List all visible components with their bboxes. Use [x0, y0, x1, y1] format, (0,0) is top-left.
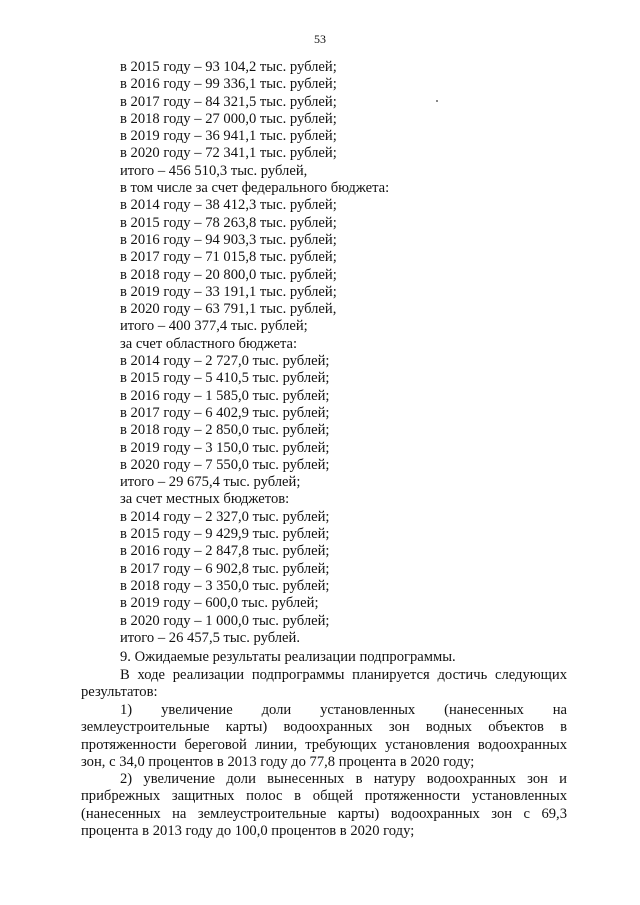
- intro-paragraph-text: В ходе реализации подпрограммы планируется достичь следующих результатов:: [81, 667, 567, 701]
- funding-line: в 2017 году – 6 902,8 тыс. рублей;: [120, 560, 330, 577]
- funding-line: в 2019 году – 600,0 тыс. рублей;: [120, 595, 319, 612]
- result-item-2-text: 2) увеличение доли вынесенных в натуру водоохранных зон и прибрежных защитных полос в общей протяженности установленных (нанесенных на землеустроительные карты) водоохранных зон с 69,3 процента в 2013 году до 100,0 процентов в 2020 году;: [81, 771, 567, 839]
- funding-line: в 2020 году – 7 550,0 тыс. рублей;: [120, 456, 330, 473]
- funding-line: в 2020 году – 72 341,1 тыс. рублей;: [120, 145, 337, 162]
- funding-line: в 2018 году – 20 800,0 тыс. рублей;: [120, 266, 337, 283]
- funding-line: в 2017 году – 6 402,9 тыс. рублей;: [120, 404, 330, 421]
- scan-speck: [436, 100, 438, 102]
- section-heading: 9. Ожидаемые результаты реализации подпрограммы.: [120, 649, 456, 665]
- funding-line: за счет местных бюджетов:: [120, 491, 290, 508]
- result-item-1: [81, 702, 567, 771]
- funding-line: в 2016 году – 1 585,0 тыс. рублей;: [120, 387, 330, 404]
- funding-line: в 2014 году – 38 412,3 тыс. рублей;: [120, 197, 337, 214]
- result-item-1-text: увеличение доли установленных (нанесенных на землеустроительные карты) водоохранных зон водных объектов в протяженности береговой линии, требующих установления водоохранных зон, с 34,0 процентов в 2013 году до 77,8 процента в 2020 году;: [81, 702, 567, 770]
- intro-paragraph: [81, 667, 567, 702]
- page-number: 53: [314, 32, 326, 46]
- funding-line: в 2018 году – 27 000,0 тыс. рублей;: [120, 110, 337, 127]
- funding-line: в 2020 году – 1 000,0 тыс. рублей;: [120, 612, 330, 629]
- funding-line: в 2015 году – 9 429,9 тыс. рублей;: [120, 526, 330, 543]
- funding-line: за счет областного бюджета:: [120, 335, 298, 352]
- funding-line: в 2018 году – 2 850,0 тыс. рублей;: [120, 422, 330, 439]
- funding-line: итого – 400 377,4 тыс. рублей;: [120, 318, 308, 335]
- funding-line: в 2019 году – 33 191,1 тыс. рублей;: [120, 283, 337, 300]
- funding-line: в 2017 году – 84 321,5 тыс. рублей;: [120, 93, 337, 110]
- funding-line: в 2016 году – 99 336,1 тыс. рублей;: [120, 76, 337, 93]
- funding-line: итого – 456 510,3 тыс. рублей,: [120, 162, 308, 179]
- funding-line: в 2015 году – 93 104,2 тыс. рублей;: [120, 59, 337, 75]
- funding-line: в 2015 году – 78 263,8 тыс. рублей;: [120, 214, 337, 231]
- funding-line: в 2016 году – 94 903,3 тыс. рублей;: [120, 231, 337, 248]
- funding-line: итого – 26 457,5 тыс. рублей.: [120, 629, 300, 646]
- funding-line: в 2017 году – 71 015,8 тыс. рублей;: [120, 249, 337, 266]
- funding-line: в 2014 году – 2 727,0 тыс. рублей;: [120, 353, 330, 370]
- funding-line: в 2019 году – 3 150,0 тыс. рублей;: [120, 439, 330, 456]
- funding-line: в 2014 году – 2 327,0 тыс. рублей;: [120, 508, 330, 525]
- funding-line: в том числе за счет федерального бюджета:: [120, 180, 390, 197]
- funding-line: в 2019 году – 36 941,1 тыс. рублей;: [120, 128, 337, 145]
- funding-line: в 2015 году – 5 410,5 тыс. рублей;: [120, 370, 330, 387]
- funding-line: в 2016 году – 2 847,8 тыс. рублей;: [120, 543, 330, 560]
- result-item-2: [81, 771, 567, 840]
- funding-line: итого – 29 675,4 тыс. рублей;: [120, 474, 301, 491]
- funding-list: [120, 59, 389, 647]
- funding-line: в 2018 году – 3 350,0 тыс. рублей;: [120, 577, 330, 594]
- funding-line: в 2020 году – 63 791,1 тыс. рублей,: [120, 301, 337, 318]
- result-item-1-marker: 1): [120, 702, 133, 718]
